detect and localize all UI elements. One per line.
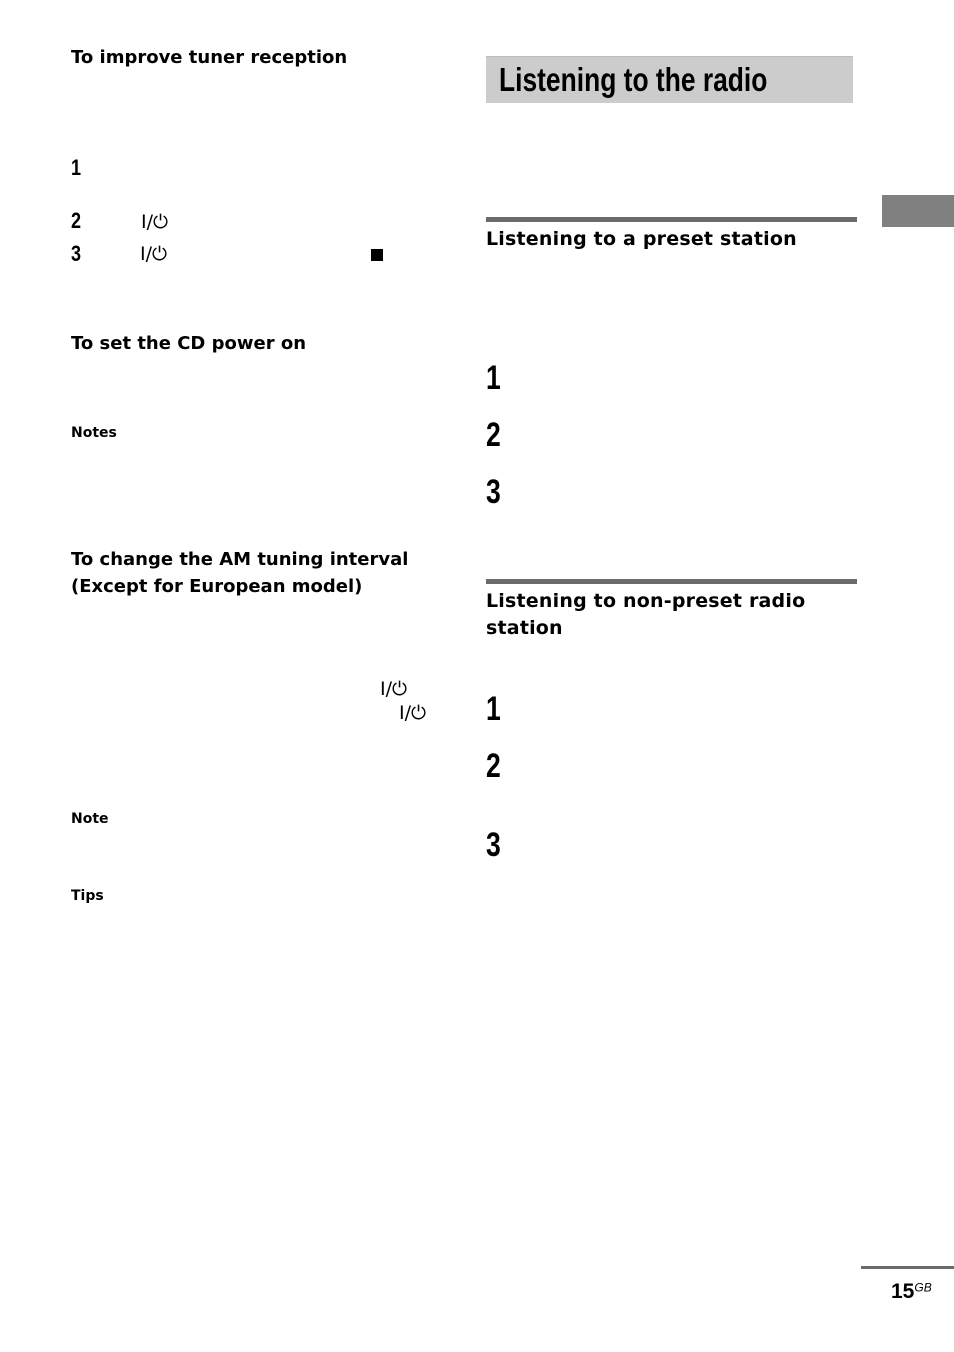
stop-icon	[371, 249, 383, 261]
page-number-value: 15	[891, 1280, 915, 1303]
heading-change-am-tuning-interval: To change the AM tuning interval (Except for European model)	[71, 549, 409, 597]
non-preset-step-2: 2	[486, 747, 501, 785]
heading-preset-station: Listening to a preset station	[486, 228, 797, 250]
notes-label: Notes	[71, 425, 117, 441]
preset-step-1: 1	[486, 359, 501, 397]
power-icon: I/⏻	[140, 243, 168, 265]
power-icon: I/⏻	[141, 211, 169, 233]
heading-improve-tuner-reception: To improve tuner reception	[71, 47, 348, 68]
chapter-title-band	[486, 56, 853, 103]
tuner-step-1: 1	[71, 155, 82, 180]
footer-rule	[861, 1266, 954, 1269]
heading-non-preset-station: Listening to non-preset radio station	[486, 590, 806, 639]
heading-set-cd-power-on: To set the CD power on	[71, 333, 307, 354]
power-icon: I/⏻	[399, 702, 427, 724]
section-rule	[486, 579, 857, 584]
note-label: Note	[71, 811, 109, 827]
tuner-step-2: 2	[71, 208, 82, 233]
page-number-suffix: GB	[914, 1280, 932, 1295]
non-preset-step-1: 1	[486, 690, 501, 728]
section-rule	[486, 217, 857, 222]
preset-step-2: 2	[486, 416, 501, 454]
section-tab-marker	[882, 195, 954, 227]
preset-step-3: 3	[486, 473, 501, 511]
page-number	[891, 1280, 932, 1304]
tips-label: Tips	[71, 888, 104, 904]
chapter-title: Listening to the radio	[499, 61, 768, 98]
power-icon: I/⏻	[380, 678, 408, 700]
tuner-step-3: 3	[71, 241, 82, 266]
non-preset-step-3: 3	[486, 826, 501, 864]
